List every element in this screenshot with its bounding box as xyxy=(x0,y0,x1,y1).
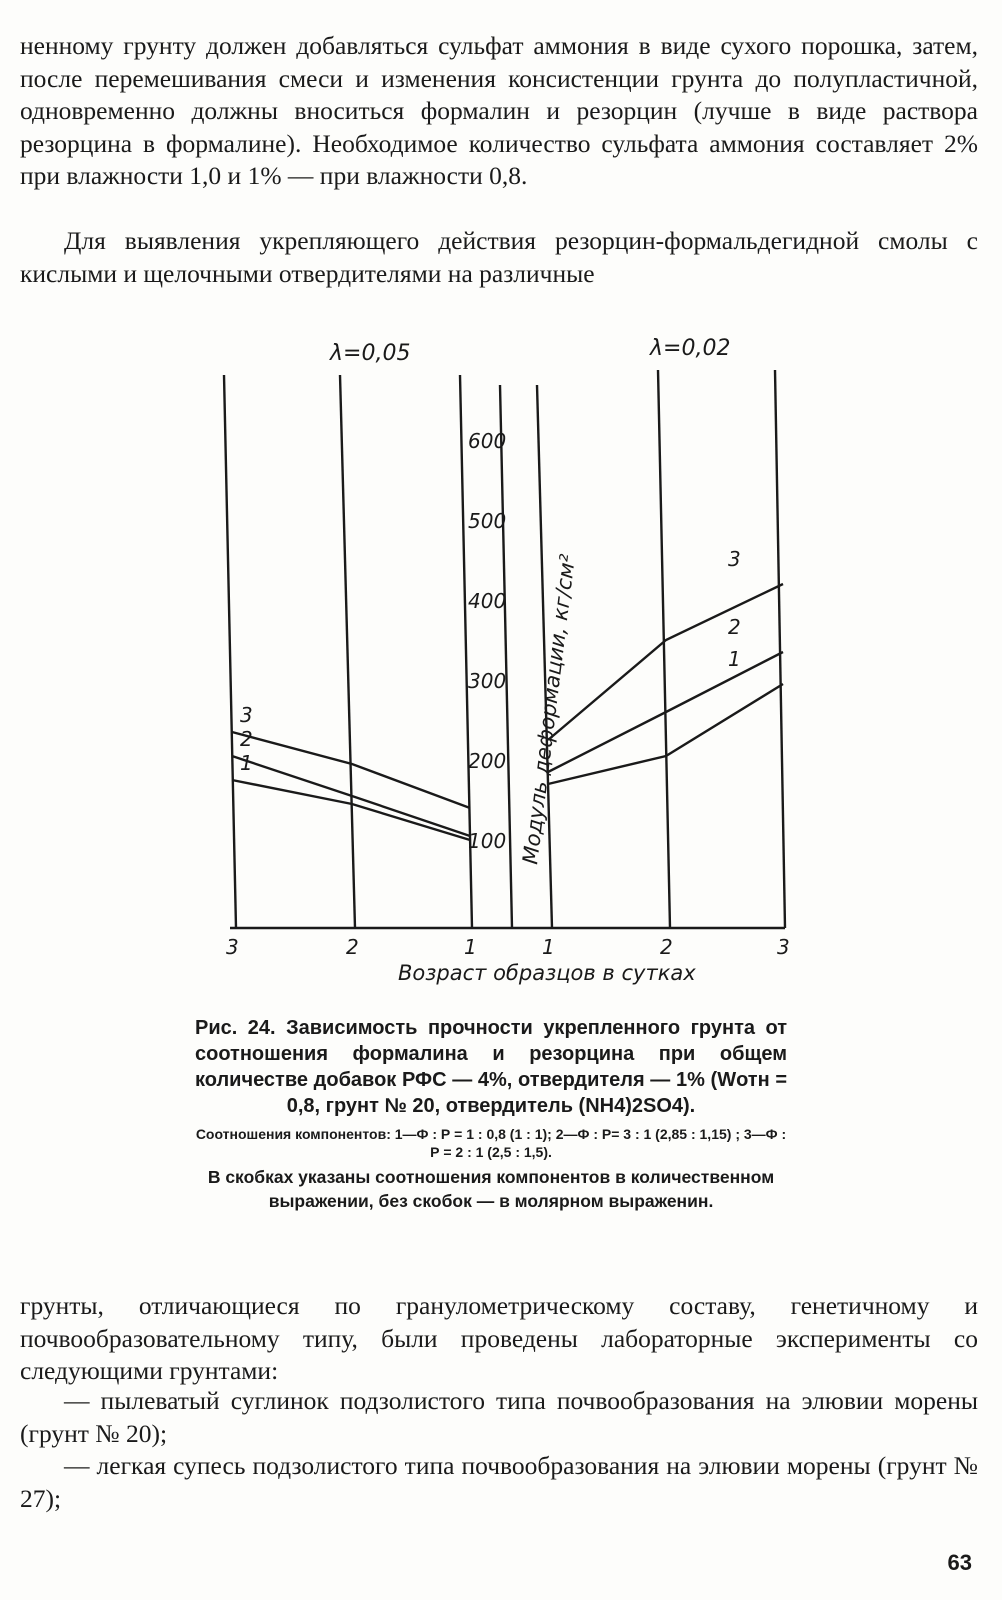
page-number: 63 xyxy=(947,1550,972,1575)
curve-label: 2 xyxy=(240,727,253,751)
right-header: λ=0,02 xyxy=(650,336,731,361)
y-tick-label: 400 xyxy=(468,589,507,613)
y-tick-label: 300 xyxy=(468,669,507,693)
text-paragraph: ненному грунту должен добавляться сульфат аммония в виде сухого порошка, затем, после перемешивания смеси и изменения консистенции грунта до полупластичной, одновременно должны вноситься формалин и резорцин (лучше в виде раствора резорцина в формалине). Необходимое количество сульфата аммония составляет 2% при влажности 1,0 и 1% — при влажности 0,8. xyxy=(20,31,978,190)
curve-label: 1 xyxy=(240,751,253,775)
caption-main: Рис. 24. Зависимость прочности укрепленного грунта от соотношения формалина и резорцина при общем количестве добавок РФС — 4%, отвердителя — 1% (Wотн = 0,8, грунт № 20, отвердитель (NH4)2SO4). xyxy=(195,1017,787,1117)
strength-chart xyxy=(0,330,1002,1000)
left-header: λ=0,05 xyxy=(330,341,411,366)
curve-label: 3 xyxy=(728,547,741,571)
y-tick-label: 200 xyxy=(468,749,507,773)
grid-line xyxy=(775,370,785,928)
x-tick-label: 2 xyxy=(346,935,359,959)
curve-label: 1 xyxy=(728,647,741,671)
x-tick-label: 3 xyxy=(226,935,239,959)
caption-note: В скобках указаны соотношения компонентов в количественном выражении, без скобок — в молярном выраженин. xyxy=(207,1167,775,1211)
y-tick-label: 100 xyxy=(468,829,507,853)
grid-line xyxy=(224,375,236,928)
caption-components: Соотношения компонентов: 1—Ф : Р = 1 : 0,8 (1 : 1); 2—Ф : Р= 3 : 1 (2,85 : 1,15) ; 3—Ф : Р = 2 : 1 (2,5 : 1,5). xyxy=(195,1126,787,1160)
x-tick-label: 2 xyxy=(660,935,673,959)
grid-line xyxy=(340,375,355,928)
curve-label: 3 xyxy=(240,703,253,727)
x-tick-label: 3 xyxy=(777,935,790,959)
x-tick-label: 1 xyxy=(464,935,477,959)
list-item: — легкая супесь подзолистого типа почвообразования на элювии морены (грунт № 27); xyxy=(20,1451,978,1513)
curve-label: 2 xyxy=(728,615,741,639)
y-axis-label: Модуль деформации, кг/см² xyxy=(518,552,581,866)
x-axis-label: Возраст образцов в сутках xyxy=(398,961,696,985)
list-item: — пылеватый суглинок подзолистого типа почвообразования на элювии морены (грунт № 20); xyxy=(20,1386,978,1448)
text-paragraph: Для выявления укрепляющего действия резорцин-формальдегидной смолы с кислыми и щелочными отвердителями на различные xyxy=(20,226,978,288)
figure-caption xyxy=(195,1015,787,1213)
y-tick-label: 500 xyxy=(468,509,507,533)
y-tick-label: 600 xyxy=(468,429,507,453)
text-paragraph: грунты, отличающиеся по гранулометрическому составу, генетичному и почвообразовательному типу, были проведены лабораторные эксперименты со следующими грунтами: xyxy=(20,1291,978,1385)
grid-line xyxy=(658,370,670,928)
x-tick-label: 1 xyxy=(542,935,555,959)
